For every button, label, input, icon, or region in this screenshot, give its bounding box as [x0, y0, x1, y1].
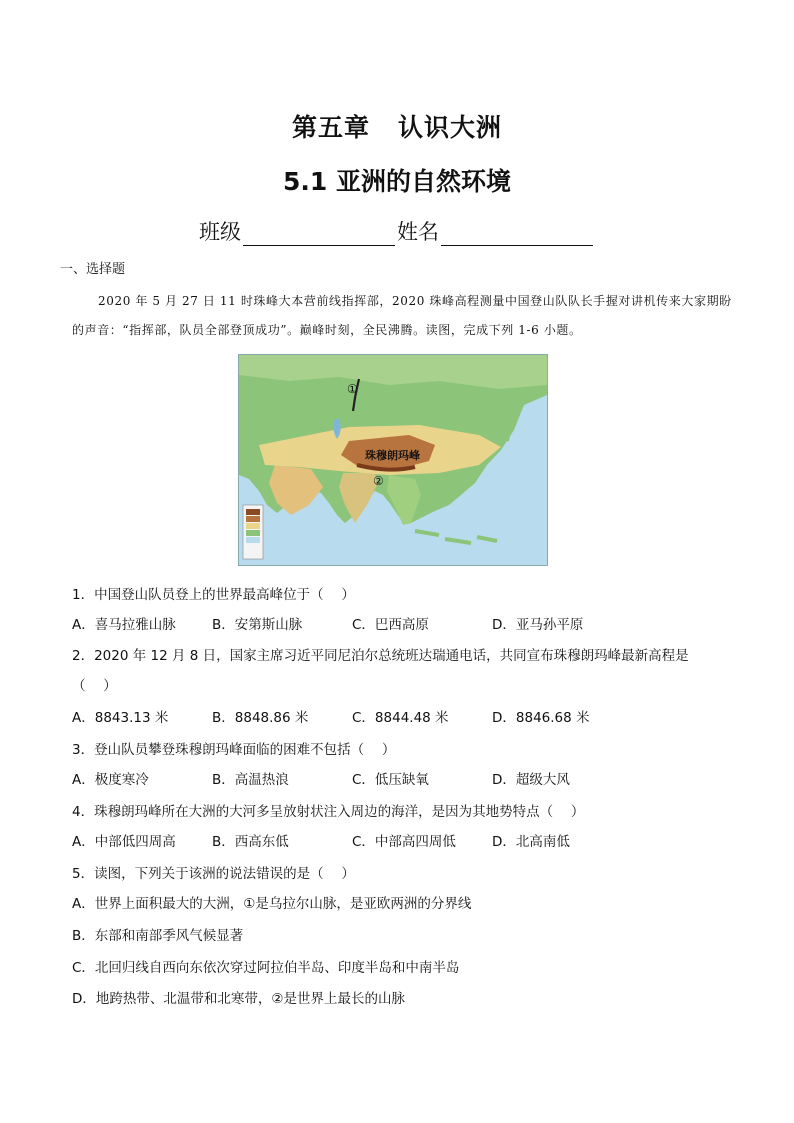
option-c[interactable]: C．低压缺氧	[352, 772, 429, 788]
question-1: 1．中国登山队员登上的世界最高峰位于（ ）	[72, 587, 355, 603]
marker-1: ①	[347, 382, 358, 396]
peak-label: 珠穆朗玛峰	[365, 449, 420, 462]
option-d[interactable]: D．超级大风	[492, 772, 570, 788]
option-c[interactable]: C．中部高四周低	[352, 834, 456, 850]
lesson-title: 5.1 亚洲的自然环境	[283, 167, 511, 196]
option-b[interactable]: B．安第斯山脉	[212, 617, 303, 633]
option-a[interactable]: A．极度寒冷	[72, 772, 149, 788]
option-b[interactable]: B．东部和南部季风气候显著	[72, 928, 244, 944]
option-a[interactable]: A．中部低四周高	[72, 834, 176, 850]
legend-swatch	[246, 516, 260, 522]
section-heading: 一、选择题	[60, 262, 126, 277]
option-a[interactable]: A．世界上面积最大的大洲，①是乌拉尔山脉，是亚欧两洲的分界线	[72, 896, 472, 912]
name-label: 姓名	[397, 220, 439, 244]
question-2-cont: （ ）	[72, 678, 117, 694]
option-a[interactable]: A．8843.13 米	[72, 710, 169, 726]
chapter-name: 认识大洲	[398, 113, 503, 142]
option-b[interactable]: B．高温热浪	[212, 772, 289, 788]
intro-paragraph: 2020 年 5 月 27 日 11 时珠峰大本营前线指挥部，2020 珠峰高程测量中国登山队队长手握对讲机传来大家期盼的声音：“指挥部，队员全部登顶成功”。巅峰时刻，全民沸腾。读图，完成下列 1-6 小题。	[72, 294, 732, 337]
student-info-line	[0, 216, 794, 246]
option-d[interactable]: D．北高南低	[492, 834, 570, 850]
legend-swatch	[246, 509, 260, 515]
chapter-number: 第五章	[291, 113, 370, 142]
chapter-title	[0, 108, 794, 144]
legend-swatch	[246, 523, 260, 529]
class-blank[interactable]	[243, 223, 395, 246]
option-d[interactable]: D．地跨热带、北温带和北寒带，②是世界上最长的山脉	[72, 991, 405, 1007]
option-b[interactable]: B．8848.86 米	[212, 710, 309, 726]
option-d[interactable]: D．8846.68 米	[492, 710, 590, 726]
option-c[interactable]: C．巴西高原	[352, 617, 429, 633]
option-c[interactable]: C．北回归线自西向东依次穿过阿拉伯半岛、印度半岛和中南半岛	[72, 960, 460, 976]
question-4: 4．珠穆朗玛峰所在大洲的大河多呈放射状注入周边的海洋，是因为其地势特点（ ）	[72, 804, 585, 820]
name-blank[interactable]	[441, 223, 593, 246]
marker-2: ②	[373, 474, 384, 488]
question-5: 5．读图，下列关于该洲的说法错误的是（ ）	[72, 866, 355, 882]
question-2: 2．2020 年 12 月 8 日，国家主席习近平同尼泊尔总统班达瑞通电话，共同宣布珠穆朗玛峰最新高程是	[72, 648, 689, 664]
legend-swatch	[246, 530, 260, 536]
question-3: 3．登山队员攀登珠穆朗玛峰面临的困难不包括（ ）	[72, 742, 396, 758]
option-c[interactable]: C．8844.48 米	[352, 710, 449, 726]
class-label: 班级	[199, 220, 241, 244]
option-b[interactable]: B．西高东低	[212, 834, 289, 850]
option-a[interactable]: A．喜马拉雅山脉	[72, 617, 176, 633]
legend-swatch	[246, 537, 260, 543]
asia-map-graphic	[239, 355, 547, 565]
asia-map	[238, 354, 548, 566]
option-d[interactable]: D．亚马孙平原	[492, 617, 584, 633]
